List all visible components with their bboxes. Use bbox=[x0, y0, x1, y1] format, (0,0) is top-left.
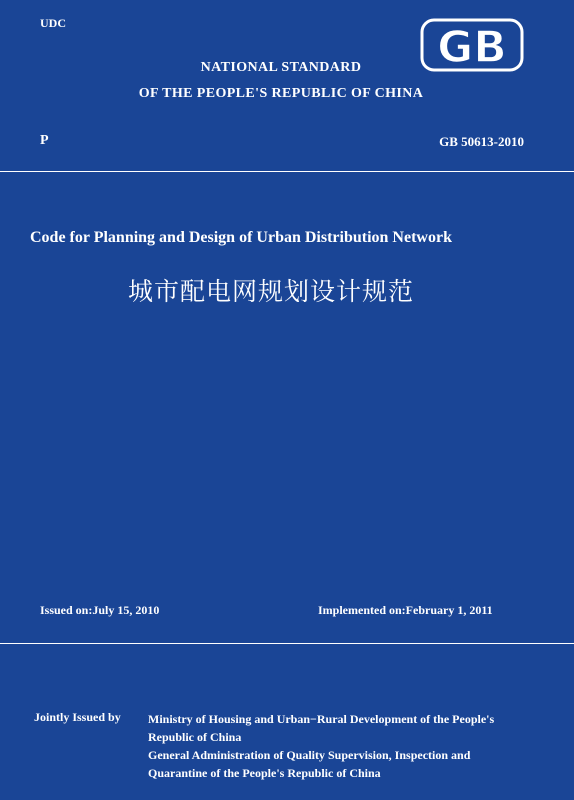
jointly-issued-label: Jointly Issued by bbox=[34, 710, 121, 724]
issuer-line: Republic of China bbox=[148, 730, 242, 744]
standard-number: GB 50613-2010 bbox=[439, 134, 524, 149]
udc-label: UDC bbox=[40, 16, 66, 30]
national-standard-heading: NATIONAL STANDARD bbox=[200, 60, 362, 75]
country-heading: OF THE PEOPLE'S REPUBLIC OF CHINA bbox=[138, 86, 424, 101]
issuer-line: Quarantine of the People's Republic of China bbox=[148, 766, 381, 780]
top-divider bbox=[0, 171, 574, 172]
implemented-date: Implemented on:February 1, 2011 bbox=[318, 603, 493, 617]
chinese-title: 城市配电网规划设计规范 bbox=[128, 277, 415, 306]
issuers-list bbox=[148, 710, 558, 782]
issuer-line: Ministry of Housing and Urban−Rural Development of the People's bbox=[148, 712, 495, 726]
bottom-divider bbox=[0, 643, 574, 644]
svg-text:GB: GB bbox=[437, 22, 507, 72]
issued-date: Issued on:July 15, 2010 bbox=[40, 603, 160, 617]
issuer-line: General Administration of Quality Supervision, Inspection and bbox=[148, 748, 471, 762]
classification-code: P bbox=[40, 133, 49, 148]
english-title: Code for Planning and Design of Urban Distribution Network bbox=[30, 229, 452, 246]
